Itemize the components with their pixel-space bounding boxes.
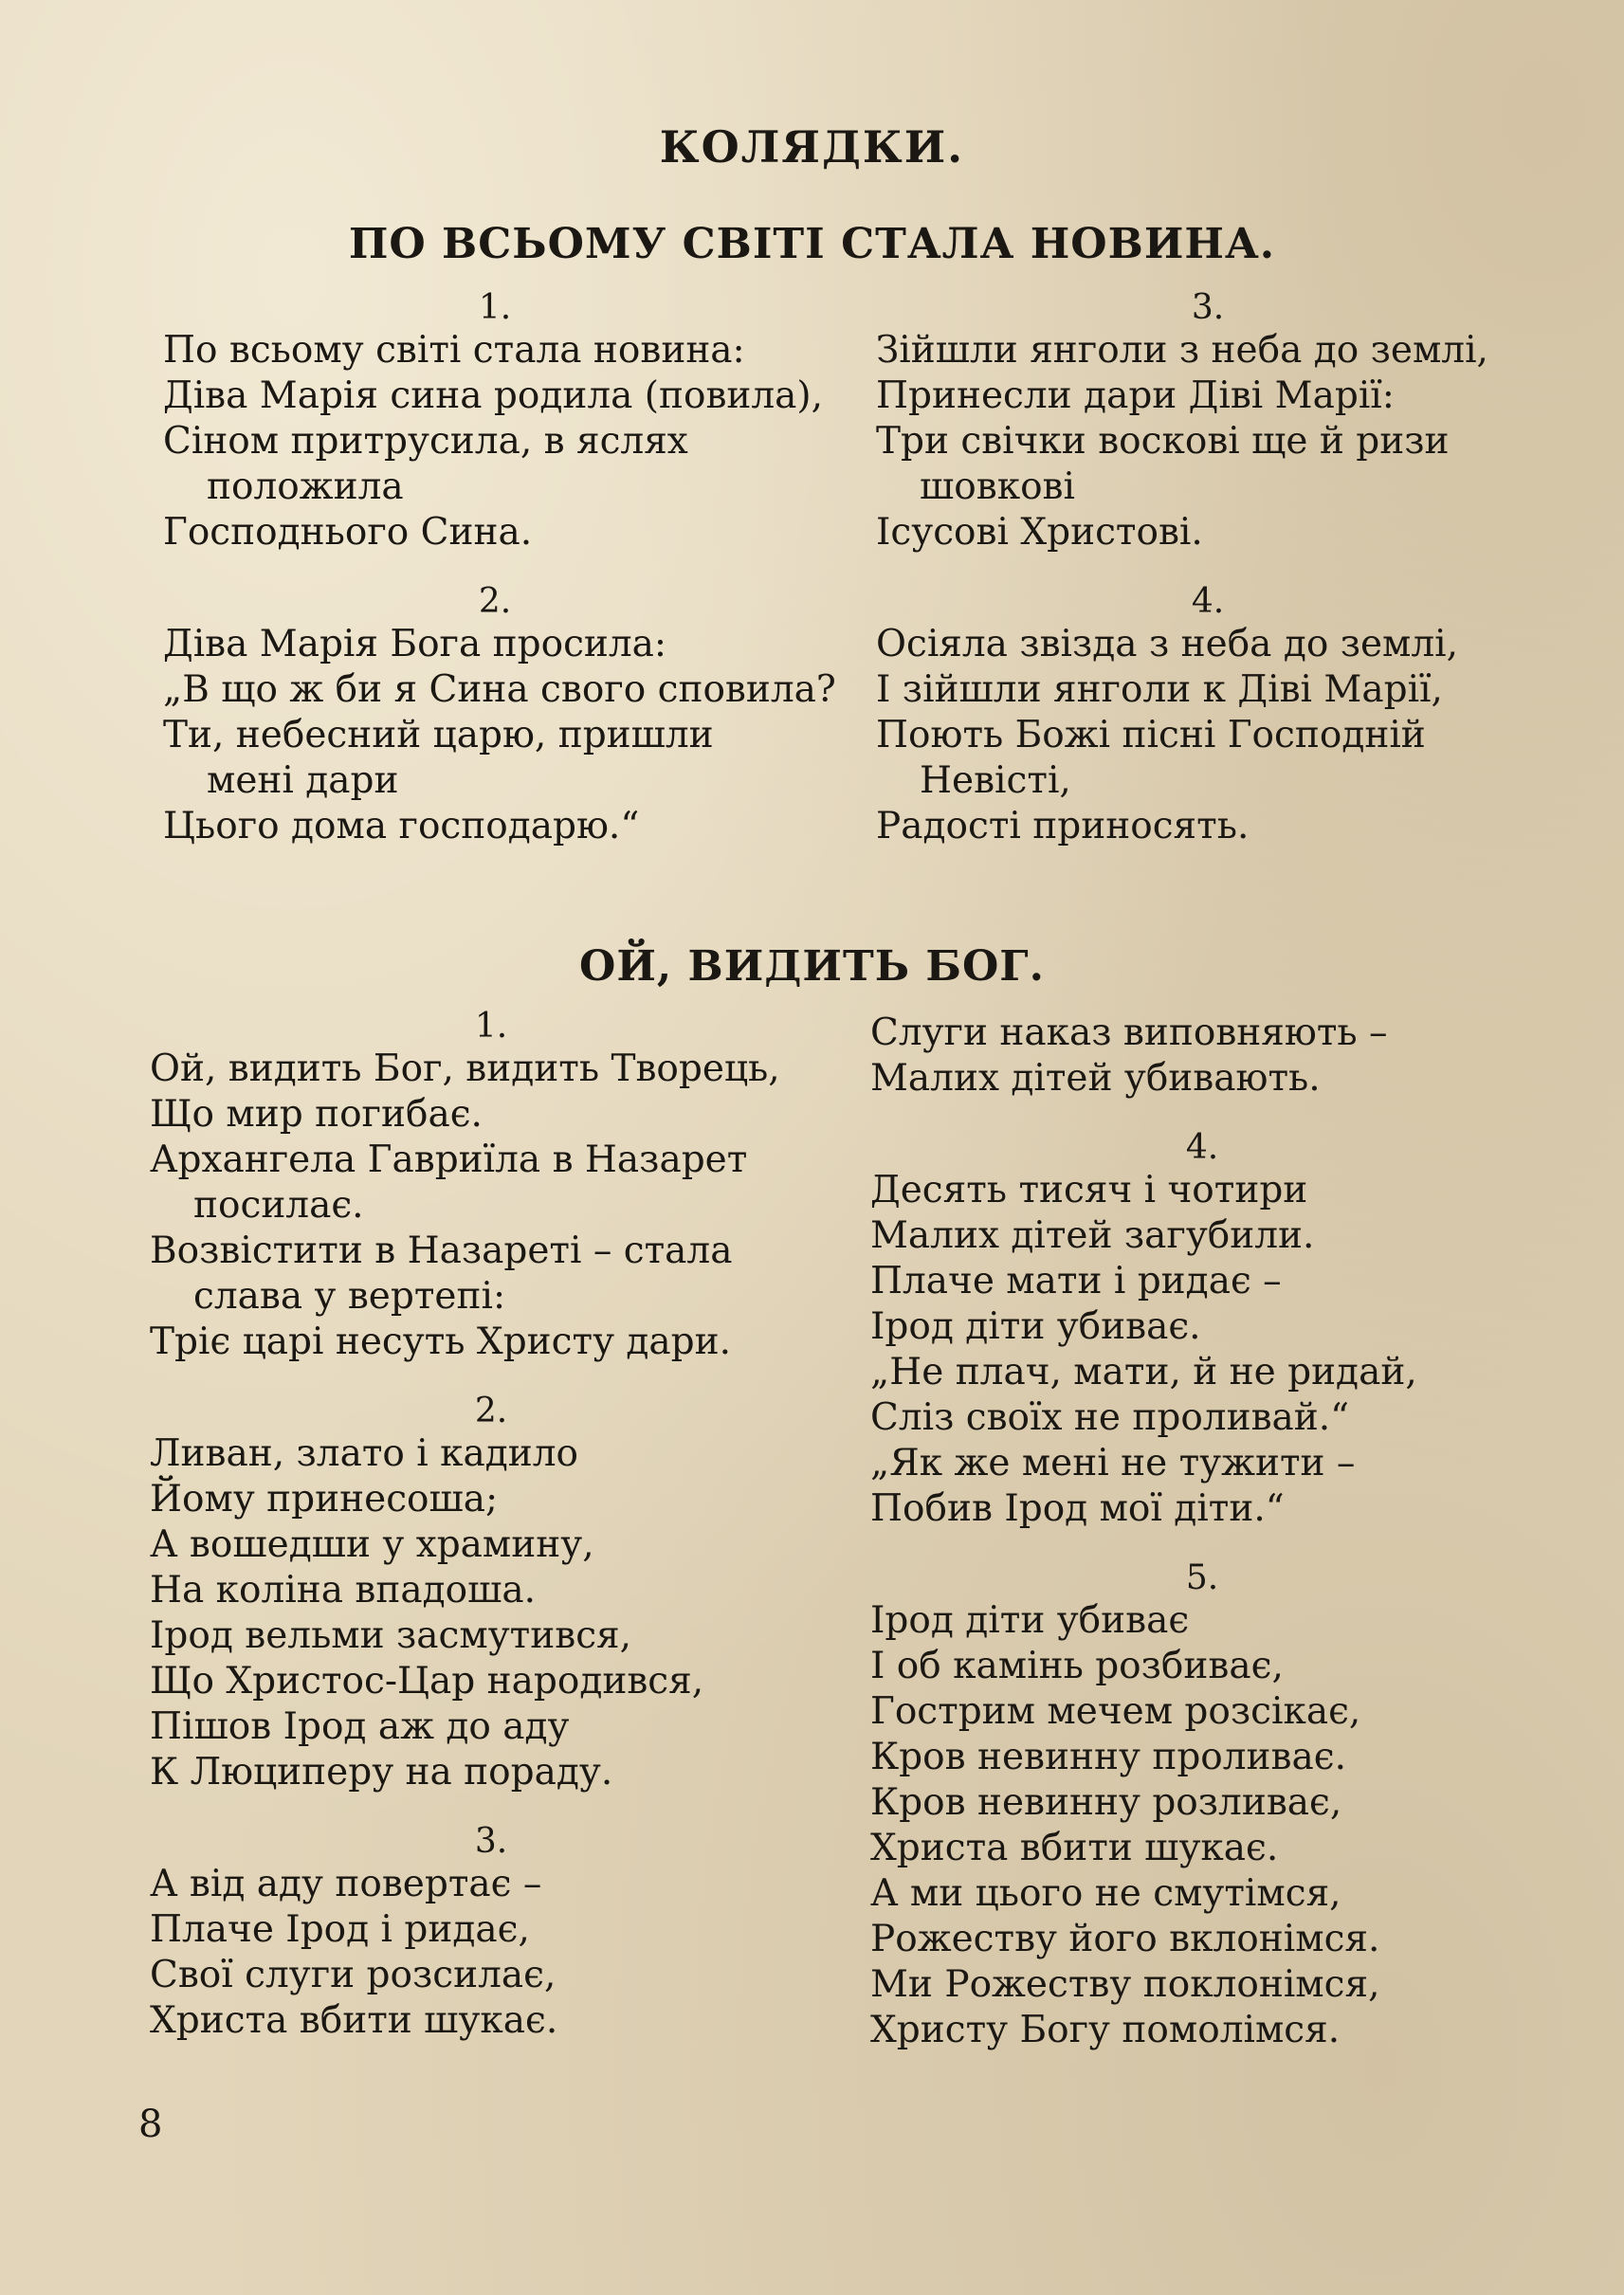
verse-line: Ливан, злато і кадило — [150, 1432, 579, 1475]
verse-line: шовкові — [920, 465, 1075, 508]
stanza-number: 3. — [1191, 288, 1225, 327]
verse-line: Три свічки воскові ще й ризи — [876, 420, 1450, 463]
verse-line: Сліз своїх не проливай.“ — [870, 1396, 1350, 1439]
verse-line: Невісті, — [920, 759, 1071, 802]
verse-line: „В що ж би я Сина свого сповила? — [163, 668, 836, 711]
verse-line: Десять тисяч і чотири — [870, 1169, 1308, 1211]
verse-line: Малих дітей загубили. — [870, 1214, 1315, 1257]
verse-line: Ти, небесний царю, пришли — [163, 714, 714, 756]
verse-line: Гострим мечем розсікає, — [870, 1690, 1361, 1733]
verse-line: Поють Божі пісні Господній — [876, 714, 1426, 756]
song-1-right-column — [876, 288, 1540, 849]
verse-line: Пішов Ірод аж до аду — [150, 1705, 570, 1748]
verse-line: Возвістити в Назареті – стала — [150, 1229, 733, 1272]
verse-line: положила — [207, 465, 404, 508]
verse-line: Господнього Сина. — [163, 511, 533, 554]
stanza — [150, 1007, 832, 1365]
verse-line: Ой, видить Бог, видить Творець, — [150, 1047, 780, 1090]
song-1-left-column — [163, 288, 836, 849]
song-2-right-column — [870, 1011, 1534, 2053]
page-number: 8 — [138, 2103, 163, 2146]
verse-line: Тріє царі несуть Христу дари. — [150, 1321, 732, 1363]
stanza-number: 2. — [474, 1392, 508, 1430]
verse-line: Слуги наказ виповняють – — [870, 1011, 1388, 1054]
verse-line: Що мир погибає. — [150, 1093, 483, 1136]
verse-line: І зійшли янголи к Діві Марії, — [876, 668, 1443, 711]
verse-line: Малих дітей убивають. — [870, 1057, 1321, 1100]
verse-line: Рожеству його вклонімся. — [870, 1918, 1380, 1960]
verse-line: Свої слуги розсилає, — [150, 1954, 557, 1996]
verse-line: „Як же мені не тужити – — [870, 1442, 1356, 1484]
verse-line: Радості приносять. — [876, 805, 1250, 847]
verse-line: Ірод діти убиває — [870, 1599, 1190, 1642]
stanza-number: 4. — [1185, 1128, 1219, 1167]
stanza-number: 2. — [478, 582, 512, 621]
verse-line: А ми цього не смутімся, — [870, 1872, 1341, 1915]
verse-line: Зійшли янголи з неба до землі, — [876, 329, 1488, 372]
verse-line: Христа вбити шукає. — [150, 1999, 558, 2042]
verse-line: „Не плач, мати, й не ридай, — [870, 1351, 1417, 1393]
verse-line: мені дари — [207, 759, 399, 802]
song-title-2: ОЙ, ВИДИТЬ БОГ. — [579, 942, 1045, 991]
verse-line: Кров невинну проливає. — [870, 1736, 1346, 1778]
verse-line: Діва Марія Бога просила: — [163, 623, 667, 665]
verse-line: Архангела Гавриїла в Назарет — [150, 1138, 748, 1181]
verse-line: І об камінь розбиває, — [870, 1645, 1284, 1687]
stanza-number: 3. — [474, 1822, 508, 1861]
stanza — [150, 1822, 832, 2044]
verse-line: Ірод діти убиває. — [870, 1305, 1201, 1348]
stanza-continuation — [870, 1011, 1534, 1102]
stanza-number: 4. — [1191, 582, 1225, 621]
stanza — [163, 288, 827, 556]
verse-line: А від аду повертає – — [150, 1863, 542, 1905]
stanza — [150, 1392, 832, 1795]
stanza — [876, 582, 1540, 849]
verse-line: Осіяла звізда з неба до землі, — [876, 623, 1459, 665]
song-title-1: ПО ВСЬОМУ СВІТІ СТАЛА НОВИНА. — [348, 220, 1276, 268]
verse-line: По всьому світі стала новина: — [163, 329, 745, 372]
verse-line: Ісусові Христові. — [876, 511, 1203, 554]
verse-line: Йому принесоша; — [150, 1478, 499, 1521]
stanza-number: 5. — [1185, 1558, 1219, 1597]
verse-line: Принесли дари Діві Марії: — [876, 374, 1395, 417]
verse-line: Ірод вельми засмутився, — [150, 1614, 632, 1657]
verse-line: Плаче мати і ридає – — [870, 1260, 1282, 1302]
verse-line: К Люциперу на пораду. — [150, 1751, 613, 1794]
stanza — [870, 1128, 1534, 1532]
verse-line: Христу Богу помолімся. — [870, 2009, 1341, 2051]
verse-line: Сіном притрусила, в яслях — [163, 420, 688, 463]
verse-line: Діва Марія сина родила (повила), — [163, 374, 824, 417]
verse-line: Плаче Ірод і ридає, — [150, 1908, 530, 1951]
verse-line: Побив Ірод мої діти.“ — [870, 1487, 1285, 1530]
stanza-number: 1. — [474, 1007, 508, 1046]
stanza — [163, 582, 836, 849]
song-2-left-column — [150, 1007, 832, 2044]
verse-line: Цього дома господарю.“ — [163, 805, 640, 847]
verse-line: слава у вертепі: — [193, 1275, 506, 1318]
verse-line: Що Христос-Цар народився, — [150, 1660, 704, 1703]
verse-line: посилає. — [193, 1184, 364, 1227]
page-title: КОЛЯДКИ. — [659, 121, 965, 173]
stanza-number: 1. — [478, 288, 512, 327]
verse-line: Христа вбити шукає. — [870, 1827, 1279, 1869]
verse-line: А вошедши у храмину, — [150, 1523, 594, 1566]
stanza — [870, 1558, 1534, 2053]
verse-line: Кров невинну розливає, — [870, 1781, 1342, 1824]
stanza — [876, 288, 1540, 556]
verse-line: На коліна впадоша. — [150, 1569, 537, 1612]
verse-line: Ми Рожеству поклонімся, — [870, 1963, 1380, 2006]
